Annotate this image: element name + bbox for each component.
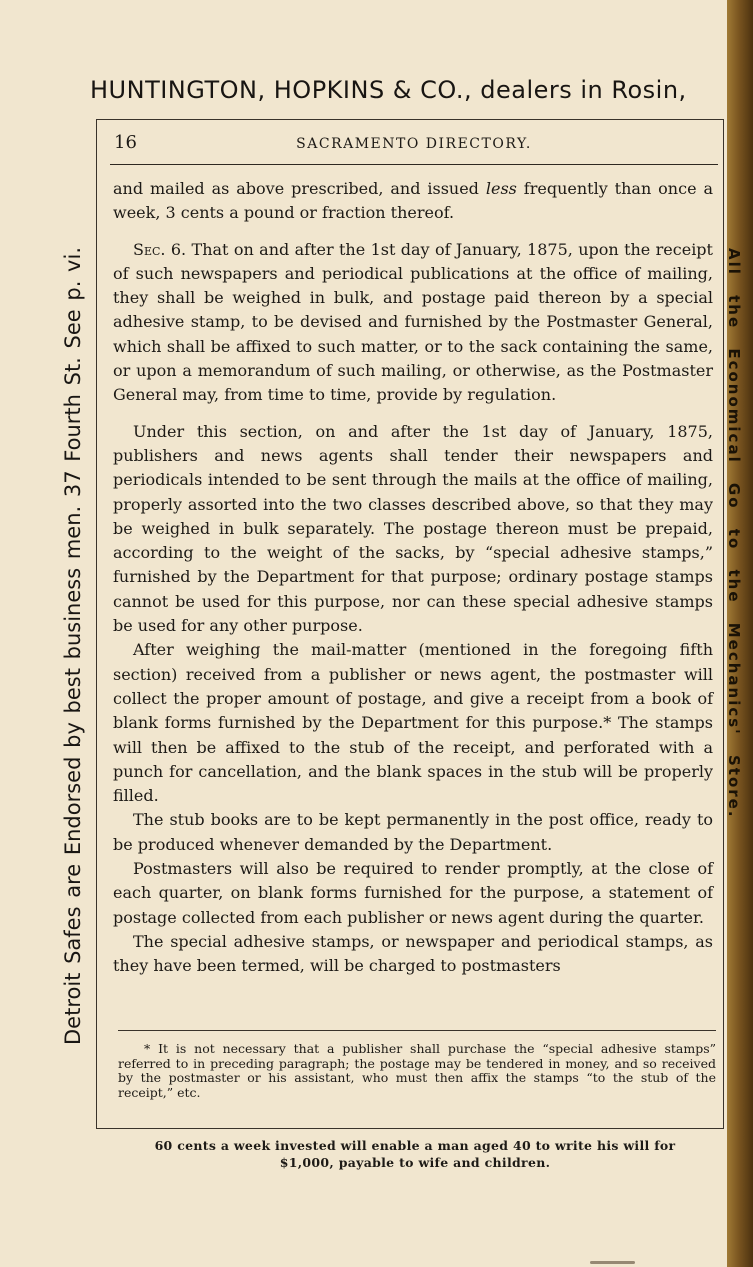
advertiser-trade: dealers in Rosin, [480, 76, 687, 104]
paragraph-5: The stub books are to be kept permanently in the post office, ready to be produced whenever demanded by the Department. [113, 810, 713, 854]
paragraph-7: The special adhesive stamps, or newspaper and periodical stamps, as they have been termed, will be charged to postmasters [113, 931, 713, 976]
left-margin-advertisement: Detroit Safes are Endorsed by best business men. 37 Fourth St. See p. vi. [61, 247, 85, 1045]
page-number: 16 [114, 132, 137, 153]
paragraph-6: Postmasters will also be required to render promptly, at the close of each quarter, on blank forms furnished for the purpose, a statement of postage collected from each publisher or news agent during the quarter. [113, 859, 713, 927]
header-rule [110, 164, 718, 165]
italic-word: less [485, 179, 517, 198]
body-text [113, 177, 713, 979]
running-title: SACRAMENTO DIRECTORY. [296, 136, 532, 152]
ink-smudge [590, 1261, 635, 1264]
running-head [110, 130, 718, 160]
footnote: * It is not necessary that a publisher shall purchase the “special adhesive stamps” referred to in preceding paragraph; the postage may be tendered in money, and so received by the postmaster or his assistant, who must then affix the stamps “to the stub of the receipt,” etc. [118, 1041, 716, 1100]
section-label: Sec. 6. [133, 239, 187, 259]
bottom-advertisement [100, 1137, 730, 1171]
bottom-ad-line-2: $1,000, payable to wife and children. [279, 1155, 551, 1170]
header-advertisement [90, 76, 730, 104]
paragraph-section-6: Sec. 6. That on and after the 1st day of January, 1875, upon the receipt of such newspapers and periodical publications at the office of mailing, they shall be weighed in bulk, and postage paid thereon by a special adhesive stamp, to be devised and furnished by the Postmaster General, which shall be affixed to such matter, or to the sack containing the same, or upon a memorandum of such mailing, or otherwise, as the Postmaster General may, from time to time, provide by regulation. [113, 239, 713, 405]
paragraph-3: Under this section, on and after the 1st day of January, 1875, publishers and news agents shall tender their newspapers and periodicals intended to be sent through the mails at the office of mailing, properly assorted into the two classes described above, so that they may be weighed in bulk separately. The postage thereon must be prepaid, according to the weight of the sacks, by “special adhesive stamps,” furnished by the Department for that purpose; ordinary postage stamps cannot be used for this purpose, nor can these special adhesive stamps be used for any other purpose. [113, 421, 713, 636]
footnote-rule [118, 1030, 716, 1031]
paragraph-4: After weighing the mail-matter (mentioned in the foregoing fifth section) received from a publisher or news agent, the postmaster will collect the proper amount of postage, and give a receipt from a book of blank forms furnished by the Department for this purpose.* The stamps will then be affixed to the stub of the receipt, and perforated with a punch for cancellation, and the blank spaces in the stub will be properly filled. [113, 640, 713, 806]
advertiser-firm-name: HUNTINGTON, HOPKINS & CO., [90, 76, 473, 104]
bottom-ad-line-1: 60 cents a week invested will enable a man aged 40 to write his will for [154, 1138, 676, 1153]
right-margin-advertisement: All the Economical Go to the Mechanics' Store. [725, 248, 743, 819]
paragraph-1: and mailed as above prescribed, and issued less frequently than once a week, 3 cents a pound or fraction thereof. [113, 179, 713, 223]
